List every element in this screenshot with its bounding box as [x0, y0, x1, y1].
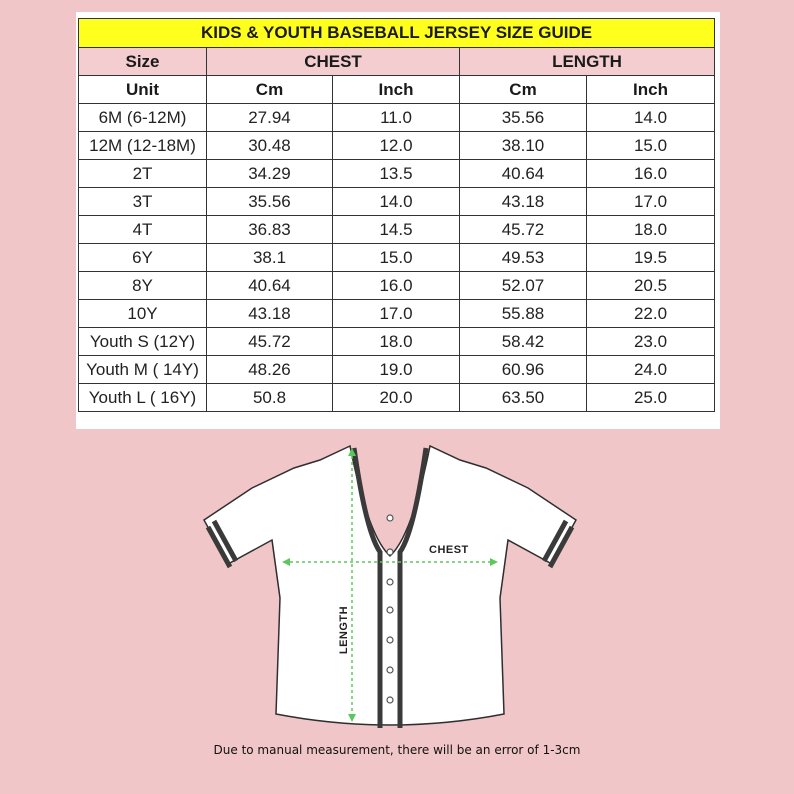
cell-chest-cm: 43.18: [207, 300, 333, 328]
cell-size: 10Y: [79, 300, 207, 328]
unit-label: Unit: [79, 76, 207, 104]
button: [387, 549, 393, 555]
size-guide-panel: [76, 12, 720, 429]
size-header: Size: [79, 48, 207, 76]
chest-label: CHEST: [429, 544, 469, 556]
cell-chest-cm: 35.56: [207, 188, 333, 216]
length-cm-header: Cm: [460, 76, 587, 104]
cell-length-cm: 45.72: [460, 216, 587, 244]
cell-chest-cm: 34.29: [207, 160, 333, 188]
table-row: [79, 328, 715, 356]
cell-chest-cm: 30.48: [207, 132, 333, 160]
table-row: [79, 216, 715, 244]
cell-length-cm: 38.10: [460, 132, 587, 160]
chest-header: CHEST: [207, 48, 460, 76]
cell-length-inch: 19.5: [587, 244, 715, 272]
cell-length-inch: 17.0: [587, 188, 715, 216]
cell-chest-inch: 14.0: [333, 188, 460, 216]
length-label: LENGTH: [338, 605, 350, 655]
table-row: [79, 104, 715, 132]
cell-size: 4T: [79, 216, 207, 244]
button: [387, 515, 393, 521]
table-row: [79, 188, 715, 216]
cell-size: Youth S (12Y): [79, 328, 207, 356]
cell-length-cm: 55.88: [460, 300, 587, 328]
cell-chest-inch: 14.5: [333, 216, 460, 244]
cell-size: 6Y: [79, 244, 207, 272]
cell-chest-cm: 27.94: [207, 104, 333, 132]
cell-chest-inch: 13.5: [333, 160, 460, 188]
cell-size: 12M (12-18M): [79, 132, 207, 160]
table-row: [79, 132, 715, 160]
cell-size: 2T: [79, 160, 207, 188]
button: [387, 607, 393, 613]
cell-chest-inch: 12.0: [333, 132, 460, 160]
cell-chest-cm: 36.83: [207, 216, 333, 244]
table-title: KIDS & YOUTH BASEBALL JERSEY SIZE GUIDE: [79, 19, 715, 48]
button: [387, 579, 393, 585]
cell-length-cm: 63.50: [460, 384, 587, 412]
cell-chest-cm: 38.1: [207, 244, 333, 272]
cell-chest-cm: 45.72: [207, 328, 333, 356]
cell-length-cm: 49.53: [460, 244, 587, 272]
cell-chest-inch: 18.0: [333, 328, 460, 356]
cell-length-inch: 20.5: [587, 272, 715, 300]
table-row: [79, 160, 715, 188]
cell-chest-cm: 40.64: [207, 272, 333, 300]
cell-chest-inch: 19.0: [333, 356, 460, 384]
cell-length-cm: 58.42: [460, 328, 587, 356]
cell-length-cm: 52.07: [460, 272, 587, 300]
button: [387, 667, 393, 673]
chest-inch-header: Inch: [333, 76, 460, 104]
cell-chest-inch: 15.0: [333, 244, 460, 272]
cell-chest-inch: 17.0: [333, 300, 460, 328]
cell-chest-inch: 16.0: [333, 272, 460, 300]
cell-length-inch: 18.0: [587, 216, 715, 244]
jersey-diagram: [200, 436, 580, 736]
cell-length-inch: 24.0: [587, 356, 715, 384]
cell-length-cm: 43.18: [460, 188, 587, 216]
cell-size: 3T: [79, 188, 207, 216]
table-row: [79, 300, 715, 328]
cell-length-cm: 35.56: [460, 104, 587, 132]
cell-length-inch: 15.0: [587, 132, 715, 160]
table-row: [79, 244, 715, 272]
length-inch-header: Inch: [587, 76, 715, 104]
button: [387, 637, 393, 643]
cell-length-cm: 40.64: [460, 160, 587, 188]
length-header: LENGTH: [460, 48, 715, 76]
cell-size: Youth M ( 14Y): [79, 356, 207, 384]
table-row: [79, 356, 715, 384]
cell-chest-cm: 48.26: [207, 356, 333, 384]
cell-length-inch: 14.0: [587, 104, 715, 132]
table-row: [79, 272, 715, 300]
cell-chest-inch: 20.0: [333, 384, 460, 412]
cell-chest-inch: 11.0: [333, 104, 460, 132]
cell-size: 6M (6-12M): [79, 104, 207, 132]
table-row: [79, 384, 715, 412]
cell-length-inch: 16.0: [587, 160, 715, 188]
cell-size: 8Y: [79, 272, 207, 300]
cell-length-inch: 23.0: [587, 328, 715, 356]
cell-chest-cm: 50.8: [207, 384, 333, 412]
cell-length-inch: 25.0: [587, 384, 715, 412]
cell-length-inch: 22.0: [587, 300, 715, 328]
measurement-note: Due to manual measurement, there will be an error of 1-3cm: [213, 743, 581, 757]
size-guide-table: [78, 18, 715, 412]
cell-length-cm: 60.96: [460, 356, 587, 384]
chest-cm-header: Cm: [207, 76, 333, 104]
button: [387, 697, 393, 703]
cell-size: Youth L ( 16Y): [79, 384, 207, 412]
